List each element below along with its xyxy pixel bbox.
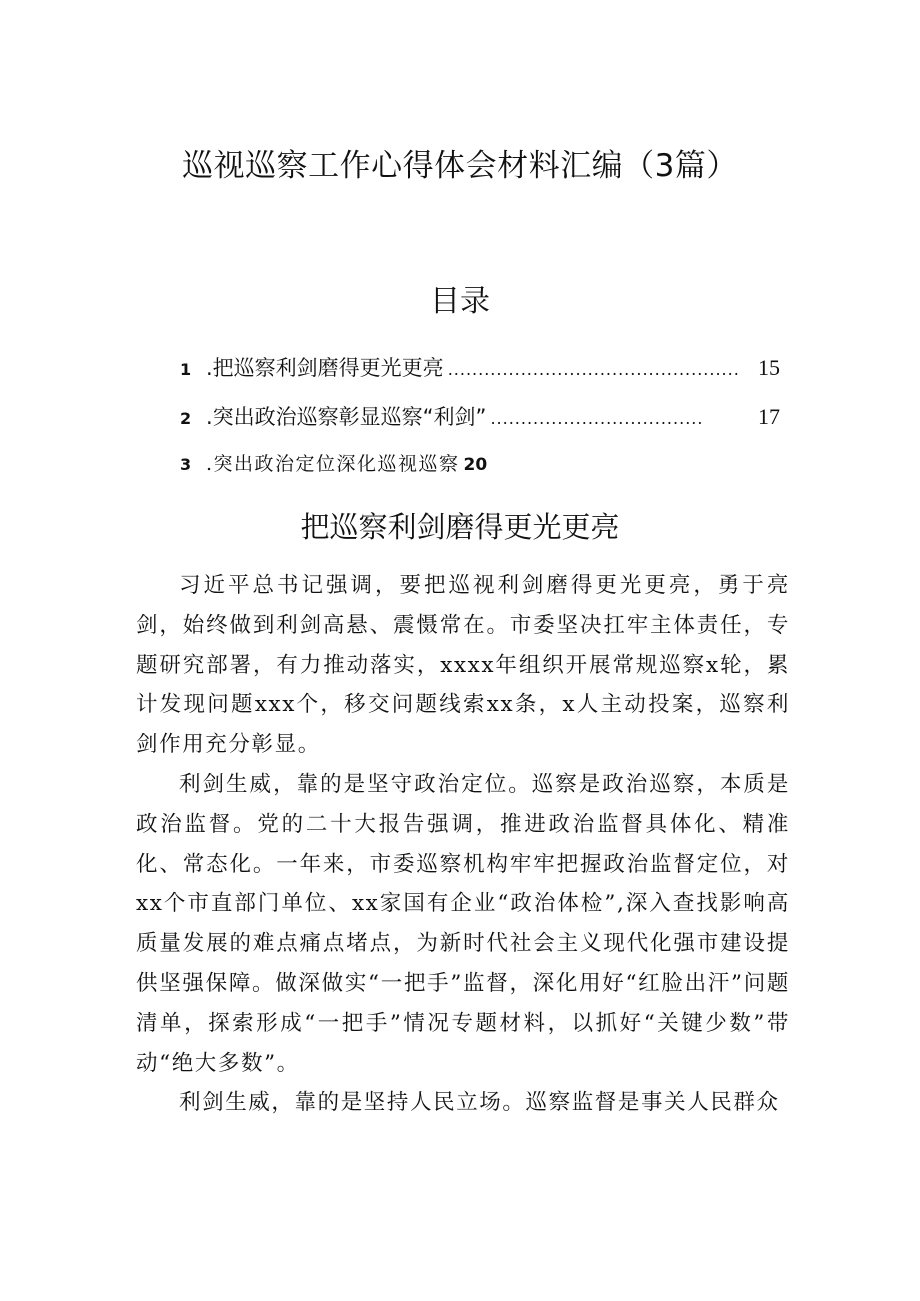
toc-entry-number: 2 xyxy=(180,409,192,428)
paragraph: 利剑生威，靠的是坚守政治定位。巡察是政治巡察，本质是政治监督。党的二十大报告强调，推进政治监督具体化、精准化、常态化。一年来，市委巡察机构牢牢把握政治监督定位，对xx个市直部门单位、xx家国有企业“政治体检”,深入查找影响高质量发展的难点痛点堵点，为新时代社会主义现代化强市建设提供坚强保障。做深做实“一把手”监督，深化用好“红脸出汗”问题清单，探索形成“一把手”情况专题材料，以抓好“关键少数”带动“绝大多数”。 xyxy=(136,771,790,1076)
toc-entry-title: .突出政治定位深化巡视巡察 xyxy=(206,453,460,475)
toc-entry-page: 17 xyxy=(758,404,780,429)
article-title: 把巡察利剑磨得更光更亮 xyxy=(300,510,620,544)
toc-entry-page: 15 xyxy=(758,355,780,380)
toc-entry-leader-dots: ................................................ xyxy=(447,360,740,379)
toc-entry-page: 20 xyxy=(463,455,488,475)
document-title: 巡视巡察工作心得体会材料汇编（3篇） xyxy=(182,148,738,184)
toc-entry-number: 3 xyxy=(180,455,192,474)
toc-entry-1[interactable] xyxy=(180,352,780,382)
toc-entry-3[interactable] xyxy=(180,449,780,479)
paragraph: 利剑生威，靠的是坚持人民立场。巡察监督是事关人民群众 xyxy=(179,1090,780,1116)
article-body xyxy=(136,566,790,1123)
toc-entry-number: 1 xyxy=(180,360,192,379)
toc-entry-2[interactable] xyxy=(180,401,780,431)
toc-heading: 目录 xyxy=(430,284,490,319)
toc-entry-title: .突出政治巡察彰显巡察“利剑” xyxy=(206,405,487,429)
paragraph: 习近平总书记强调，要把巡视利剑磨得更光更亮，勇于亮剑，始终做到利剑高悬、震慑常在。市委坚决扛牢主体责任，专题研究部署，有力推动落实，xxxx年组织开展常规巡察x轮，累计发现问题xxx个，移交问题线索xx条，x人主动投案，巡察利剑作用充分彰显。 xyxy=(136,573,790,758)
toc-entry-leader-dots: ................................... xyxy=(490,409,704,428)
toc-entry-title: .把巡察利剑磨得更光更亮 xyxy=(206,356,444,380)
